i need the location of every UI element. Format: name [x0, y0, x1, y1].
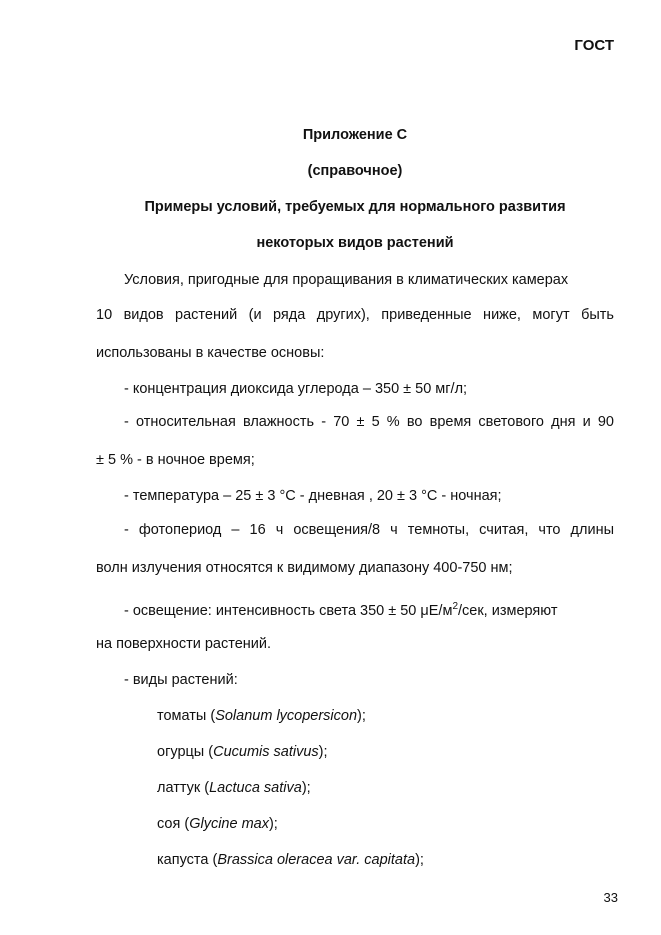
lighting-superscript: 2 [452, 601, 458, 612]
condition-temperature: - температура – 25 ± 3 °С - дневная , 20 ± 3 °С - ночная; [124, 488, 502, 504]
appendix-heading-line1: Примеры условий, требуемых для нормального развития [144, 199, 566, 215]
page-header: ГОСТ [574, 37, 614, 54]
condition-lighting-line2: на поверхности растений. [96, 636, 272, 652]
intro-line2: 10 видов растений (и ряда других), приведенные ниже, могут быть [96, 307, 614, 323]
condition-photoperiod-line1: - фотопериод – 16 ч освещения/8 ч темноты, считая, что длины [124, 522, 614, 538]
intro-line3: использованы в качестве основы: [96, 345, 325, 361]
page-number: 33 [603, 890, 618, 905]
lighting-text-a: - освещение: интенсивность света 350 ± 50 $\mu Е/м^2$/сек, измеряют [124, 601, 558, 619]
appendix-title: Приложение С [302, 127, 408, 143]
condition-photoperiod-line2: волн излучения относятся к видимому диапазону 400-750 нм; [96, 560, 513, 576]
species-item: томаты (Solanum lycopersicon); [157, 708, 366, 724]
appendix-type: (справочное) [307, 163, 403, 179]
species-label: - виды растений: [124, 672, 238, 688]
species-item: латтук (Lactuca sativa); [157, 780, 311, 796]
condition-humidity-line1: - относительная влажность - 70 ± 5 % во время светового дня и 90 [124, 414, 614, 430]
condition-humidity-line2: ± 5 % - в ночное время; [96, 452, 255, 468]
condition-co2: - концентрация диоксида углерода – 350 ± 50 мг/л; [124, 381, 468, 397]
condition-lighting-line1 [124, 597, 614, 621]
species-item: огурцы (Cucumis sativus); [157, 744, 328, 760]
appendix-heading-line2: некоторых видов растений [256, 235, 454, 251]
intro-line1: Условия, пригодные для проращивания в климатических камерах [124, 272, 569, 288]
species-item: капуста (Brassica oleracea var. capitata); [157, 852, 424, 868]
species-item: соя (Glycine max); [157, 816, 278, 832]
